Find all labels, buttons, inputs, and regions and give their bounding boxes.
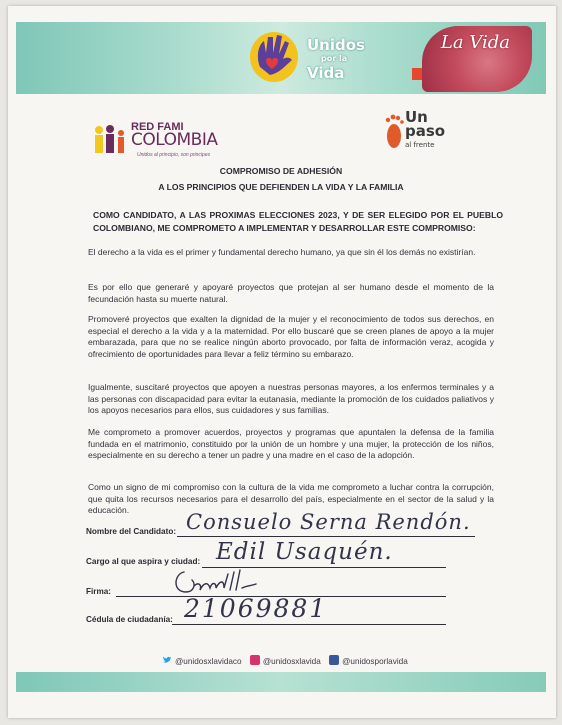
id-number-line (172, 624, 446, 625)
banner-title-line2: por la (321, 54, 348, 63)
document-heading: COMPROMISO DE ADHESIÓN (219, 166, 343, 176)
header-banner (16, 22, 546, 94)
social-links (162, 655, 462, 669)
logo-un-paso-line1: Un (405, 108, 428, 126)
paragraph-4: Igualmente, suscitaré proyectos que apoyen a nuestras personas mayores, a los enfermos terminales y a las personas con discapacidad para evitar la eutanasia, mediante la promoción de los cuidados paliativos y los apoyos necesarios para ellos, sus cuidadores y sus familias. (88, 382, 494, 416)
paragraph-5: Me comprometo a promover acuerdos, proyectos y programas que apuntalen la defensa de la familia fundada en el matrimonio, constituido por la unión de un hombre y una mujer, la protección de los niños, especialmente en su derecho a tener un padre y una madre en el caso de la adopción. (88, 427, 494, 461)
position-value: Edil Usaquén. (216, 539, 393, 565)
banner-title-line1: Unidos (307, 36, 365, 54)
un-paso-al-frente-logo (383, 108, 463, 160)
facebook-link[interactable] (329, 657, 408, 666)
position-label: Cargo al que aspira y ciudad: (86, 557, 201, 566)
logo-un-paso-line3: al frente (405, 141, 435, 149)
hand-heart-icon (246, 27, 302, 85)
logo-un-paso-line2: paso (405, 122, 446, 140)
logo-red-familia-line1: RED FAMI (131, 121, 184, 133)
logo-red-familia-line2: COLOMBIA (131, 130, 218, 150)
id-number-label: Cédula de ciudadanía: (86, 615, 173, 624)
paragraph-1: El derecho a la vida es el primer y fundamental derecho humano, ya que sin él los demás no existirían. (88, 247, 476, 257)
commitment-intro: COMO CANDIDATO, A LAS PROXIMAS ELECCIONES 2023, Y DE SER ELEGIDO POR EL PUEBLO COLOMBIANO, ME COMPROMETO A IMPLEMENTAR Y DESARROLLAR ESTE COMPROMISO: (93, 210, 503, 233)
footprint-icon (383, 112, 405, 150)
id-number-value: 21069881 (184, 594, 328, 623)
family-figures-icon (93, 124, 129, 156)
signature-label: Firma: (86, 587, 112, 596)
twitter-link[interactable] (162, 657, 244, 666)
paragraph-2: Es por ello que generaré y apoyaré proyectos que protejan al ser humano desde el momento de la fecundación hasta su muerte natural. (88, 282, 494, 304)
logo-un-paso-text (405, 110, 445, 152)
paragraph-6: Como un signo de mi compromiso con la cultura de la vida me comprometo a luchar contra la corrupción, que quita los recursos necesarios para el desarrollo del país, especialmente en el sector de la salud y la educación. (88, 482, 494, 516)
banner-vida-text: La Vida (440, 32, 510, 53)
banner-title (307, 38, 377, 80)
candidate-name-label: Nombre del Candidato: (86, 527, 177, 536)
logo-red-familia-tagline: Unidos al principio, son principes (137, 152, 211, 158)
banner-title-line3: Vida (307, 64, 345, 82)
candidate-name-line (177, 536, 475, 537)
facebook-icon (329, 655, 339, 665)
instagram-icon (250, 655, 260, 665)
twitter-icon (162, 655, 172, 665)
paragraph-3: Promoveré proyectos que exalten la dignidad de la mujer y el reconocimiento de todos sus derechos, en especial el derecho a la vida y a la maternidad. Por ello buscaré que se creen planes de apoyo a la mujer embarazada, para que no se realice ningún aborto provocado, por falta de información veraz, acogida y ofrecimiento de oportunidades para llevar a feliz término su embarazo. (88, 314, 494, 359)
handwritten-signature (170, 564, 270, 598)
red-familia-logo (93, 121, 218, 164)
document-subheading: A LOS PRINCIPIOS QUE DEFIENDEN LA VIDA Y LA FAMILIA (158, 182, 404, 192)
candidate-name-value: Consuelo Serna Rendón. (186, 510, 471, 534)
instagram-handle: @unidosxlavida (262, 657, 321, 666)
instagram-link[interactable] (250, 657, 323, 666)
facebook-handle: @unidosporlavida (342, 657, 408, 666)
twitter-handle: @unidosxlavidaco (175, 657, 242, 666)
footer-band (16, 672, 546, 692)
